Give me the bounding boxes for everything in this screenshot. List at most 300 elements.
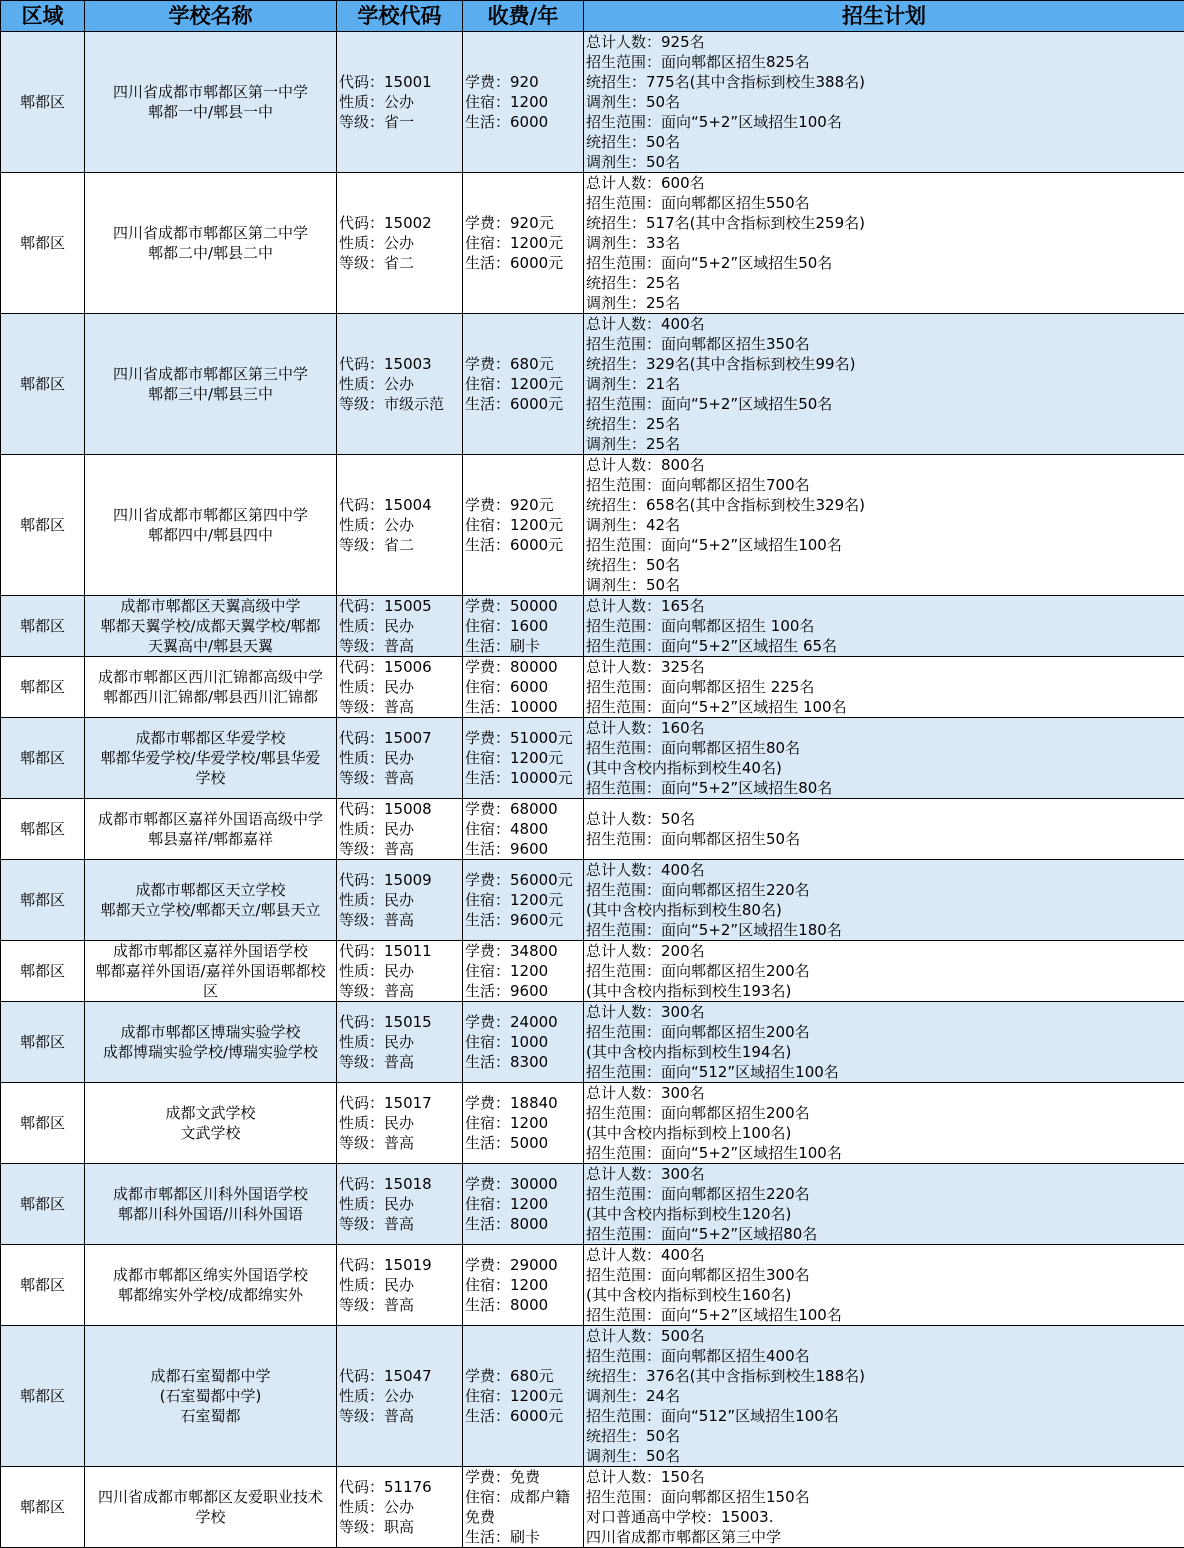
fee-cell-line: 学费：34800 [465, 941, 581, 961]
school-code-cell-line: 等级：普高 [339, 1406, 460, 1426]
school-code-cell-line: 代码：15018 [339, 1174, 460, 1194]
plan-cell [584, 718, 1184, 799]
fee-cell-line: 生活：6000 [465, 112, 581, 132]
plan-cell-line: 统招生：658名(其中含指标到校生329名) [586, 495, 1182, 515]
school-name-cell-line: 区 [87, 981, 334, 1001]
plan-cell-line: 招生范围：面向“5+2”区域招生180名 [586, 920, 1182, 940]
school-code-cell [337, 1083, 463, 1164]
school-name-cell-line: 郫都天立学校/郫都天立/郫县天立 [87, 900, 334, 920]
school-name-cell-line: 郫都一中/郫县一中 [87, 102, 334, 122]
school-name-cell-line: 成都博瑞实验学校/博瑞实验学校 [87, 1042, 334, 1062]
fee-cell [463, 314, 584, 455]
fee-cell-line: 住宿：1200 [465, 1113, 581, 1133]
plan-cell-line: 调剂生：50名 [586, 575, 1182, 595]
fee-cell [463, 1164, 584, 1245]
plan-cell-line: 总计人数：50名 [586, 809, 1182, 829]
school-code-cell [337, 173, 463, 314]
plan-cell-line: (其中含校内指标到校生160名) [586, 1285, 1182, 1305]
plan-cell-line: 招生范围：面向“512”区域招生100名 [586, 1406, 1182, 1426]
school-code-cell-line: 等级：省二 [339, 253, 460, 273]
school-code-cell-line: 等级：市级示范 [339, 394, 460, 414]
plan-cell-line: 总计人数：400名 [586, 1245, 1182, 1265]
school-name-cell-line: (石室蜀都中学) [87, 1386, 334, 1406]
school-name-cell-line: 成都石室蜀都中学 [87, 1366, 334, 1386]
school-code-cell-line: 等级：省二 [339, 535, 460, 555]
school-name-cell-line: 郫都川科外国语/川科外国语 [87, 1204, 334, 1224]
school-code-cell-line: 等级：普高 [339, 697, 460, 717]
fee-cell-line: 住宿：1200 [465, 961, 581, 981]
plan-cell-line: 招生范围：面向郫都区招生550名 [586, 193, 1182, 213]
school-code-cell-line: 等级：普高 [339, 910, 460, 930]
school-name-cell [85, 1245, 337, 1326]
plan-cell-line: 总计人数：500名 [586, 1326, 1182, 1346]
plan-cell-line: 招生范围：面向郫都区招生400名 [586, 1346, 1182, 1366]
school-code-cell-line: 等级：普高 [339, 1214, 460, 1234]
school-name-cell [85, 941, 337, 1002]
school-code-cell-line: 性质：公办 [339, 515, 460, 535]
school-code-cell [337, 941, 463, 1002]
school-name-cell-line: 郫都三中/郫县三中 [87, 384, 334, 404]
plan-cell-line: 统招生：50名 [586, 132, 1182, 152]
school-name-cell-line: 四川省成都市郫都区友爱职业技术 [87, 1487, 334, 1507]
plan-cell-line: 招生范围：面向“5+2”区域招生50名 [586, 253, 1182, 273]
plan-cell-line: (其中含校内指标到校生40名) [586, 758, 1182, 778]
plan-cell [584, 657, 1184, 718]
school-code-cell-line: 等级：省一 [339, 112, 460, 132]
plan-cell-line: 招生范围：面向“5+2”区域招生100名 [586, 1305, 1182, 1325]
school-name-cell-line: 成都市郫都区嘉祥外国语高级中学 [87, 809, 334, 829]
fee-cell [463, 799, 584, 860]
plan-cell [584, 1083, 1184, 1164]
school-code-cell-line: 代码：15003 [339, 354, 460, 374]
plan-cell-line: 统招生：329名(其中含指标到校生99名) [586, 354, 1182, 374]
fee-cell-line: 生活：6000元 [465, 535, 581, 555]
fee-cell-line: 生活：8000 [465, 1214, 581, 1234]
fee-cell-line: 学费：18840 [465, 1093, 581, 1113]
table-row [1, 941, 1184, 1002]
fee-cell [463, 1245, 584, 1326]
fee-cell-line: 学费：80000 [465, 657, 581, 677]
plan-cell-line: 统招生：517名(其中含指标到校生259名) [586, 213, 1182, 233]
plan-cell-line: 招生范围：面向郫都区招生220名 [586, 880, 1182, 900]
plan-cell-line: 总计人数：150名 [586, 1467, 1182, 1487]
school-name-cell-line: 四川省成都市郫都区第三中学 [87, 364, 334, 384]
fee-cell-line: 学费：56000元 [465, 870, 581, 890]
plan-cell [584, 1467, 1184, 1548]
school-code-cell-line: 性质：民办 [339, 616, 460, 636]
plan-cell [584, 1164, 1184, 1245]
fee-cell [463, 1002, 584, 1083]
region-cell: 郫都区 [1, 799, 85, 860]
fee-cell-line: 生活：6000元 [465, 394, 581, 414]
fee-cell-line: 学费：920元 [465, 495, 581, 515]
school-name-cell-line: 郫都嘉祥外国语/嘉祥外国语郫都校 [87, 961, 334, 981]
plan-cell-line: 调剂生：50名 [586, 152, 1182, 172]
school-code-cell-line: 等级：普高 [339, 981, 460, 1001]
school-code-cell-line: 性质：民办 [339, 1032, 460, 1052]
school-code-cell [337, 596, 463, 657]
school-name-cell-line: 四川省成都市郫都区第四中学 [87, 505, 334, 525]
fee-cell-line: 住宿：6000 [465, 677, 581, 697]
plan-cell [584, 799, 1184, 860]
school-code-cell-line: 代码：15047 [339, 1366, 460, 1386]
school-code-cell [337, 799, 463, 860]
fee-cell [463, 1326, 584, 1467]
school-name-cell [85, 860, 337, 941]
school-name-cell-line: 成都市郫都区天立学校 [87, 880, 334, 900]
school-name-cell [85, 657, 337, 718]
plan-cell-line: 总计人数：800名 [586, 455, 1182, 475]
plan-cell-line: 总计人数：200名 [586, 941, 1182, 961]
school-name-cell-line: 郫都天翼学校/成都天翼学校/郫都 [87, 616, 334, 636]
school-code-cell-line: 等级：普高 [339, 1052, 460, 1072]
fee-cell-line: 生活：6000元 [465, 253, 581, 273]
school-name-cell [85, 799, 337, 860]
plan-cell-line: 招生范围：面向“5+2”区域招80名 [586, 1224, 1182, 1244]
fee-cell-line: 学费：920元 [465, 213, 581, 233]
plan-cell-line: 招生范围：面向郫都区招生200名 [586, 961, 1182, 981]
plan-cell [584, 941, 1184, 1002]
school-code-cell-line: 代码：15009 [339, 870, 460, 890]
school-name-cell-line: 成都市郫都区嘉祥外国语学校 [87, 941, 334, 961]
school-code-cell-line: 性质：民办 [339, 748, 460, 768]
table-row [1, 314, 1184, 455]
fee-cell [463, 596, 584, 657]
fee-cell-line: 生活：10000 [465, 697, 581, 717]
fee-cell-line: 生活：10000元 [465, 768, 581, 788]
table-body [1, 32, 1184, 1548]
school-code-cell-line: 等级：普高 [339, 1133, 460, 1153]
school-code-cell-line: 等级：普高 [339, 636, 460, 656]
school-code-cell-line: 性质：民办 [339, 677, 460, 697]
plan-cell-line: 总计人数：400名 [586, 314, 1182, 334]
school-code-cell [337, 32, 463, 173]
fee-cell-line: 生活：9600 [465, 839, 581, 859]
plan-cell [584, 314, 1184, 455]
plan-cell-line: 招生范围：面向郫都区招生 100名 [586, 616, 1182, 636]
region-cell: 郫都区 [1, 596, 85, 657]
school-name-cell-line: 郫都西川汇锦都/郫县西川汇锦都 [87, 687, 334, 707]
school-name-cell-line: 学校 [87, 1507, 334, 1527]
region-cell: 郫都区 [1, 657, 85, 718]
table-row [1, 657, 1184, 718]
plan-cell-line: 招生范围：面向郫都区招生200名 [586, 1103, 1182, 1123]
plan-cell-line: 总计人数：160名 [586, 718, 1182, 738]
school-name-cell-line: 成都市郫都区天翼高级中学 [87, 596, 334, 616]
plan-cell-line: 招生范围：面向“512”区域招生100名 [586, 1062, 1182, 1082]
table-row [1, 1326, 1184, 1467]
fee-cell-line: 住宿：4800 [465, 819, 581, 839]
school-name-cell [85, 1002, 337, 1083]
plan-cell-line: 对口普通高中学校：15003. [586, 1507, 1182, 1527]
school-name-cell-line: 学校 [87, 768, 334, 788]
table-row [1, 596, 1184, 657]
header-school-code: 学校代码 [337, 1, 463, 32]
school-code-cell-line: 代码：15004 [339, 495, 460, 515]
fee-cell-line: 学费：68000 [465, 799, 581, 819]
school-name-cell [85, 1083, 337, 1164]
fee-cell-line: 住宿：1200元 [465, 374, 581, 394]
plan-cell-line: 招生范围：面向郫都区招生80名 [586, 738, 1182, 758]
table-row [1, 799, 1184, 860]
header-plan: 招生计划 [584, 1, 1184, 32]
school-name-cell [85, 314, 337, 455]
fee-cell-line: 住宿：1600 [465, 616, 581, 636]
fee-cell-line: 住宿：1200元 [465, 1386, 581, 1406]
fee-cell-line: 住宿：1200元 [465, 233, 581, 253]
school-code-cell-line: 性质：民办 [339, 890, 460, 910]
plan-cell [584, 1326, 1184, 1467]
region-cell: 郫都区 [1, 941, 85, 1002]
plan-cell-line: 招生范围：面向郫都区招生200名 [586, 1022, 1182, 1042]
school-code-cell-line: 等级：职高 [339, 1517, 460, 1537]
school-name-cell-line: 郫都二中/郫县二中 [87, 243, 334, 263]
school-code-cell-line: 代码：15006 [339, 657, 460, 677]
plan-cell-line: 招生范围：面向郫都区招生825名 [586, 52, 1182, 72]
header-fee: 收费/年 [463, 1, 584, 32]
fee-cell-line: 生活：8000 [465, 1295, 581, 1315]
plan-cell-line: 招生范围：面向郫都区招生300名 [586, 1265, 1182, 1285]
plan-cell-line: 招生范围：面向郫都区招生700名 [586, 475, 1182, 495]
school-code-cell-line: 代码：15002 [339, 213, 460, 233]
school-code-cell-line: 等级：普高 [339, 1295, 460, 1315]
fee-cell-line: 学费：50000 [465, 596, 581, 616]
fee-cell-line: 住宿：1200元 [465, 890, 581, 910]
plan-cell-line: 统招生：25名 [586, 414, 1182, 434]
school-code-cell-line: 代码：15008 [339, 799, 460, 819]
plan-cell-line: 总计人数：165名 [586, 596, 1182, 616]
region-cell: 郫都区 [1, 1326, 85, 1467]
school-code-cell-line: 代码：15007 [339, 728, 460, 748]
region-cell: 郫都区 [1, 314, 85, 455]
table-row [1, 32, 1184, 173]
school-code-cell [337, 860, 463, 941]
school-name-cell-line: 文武学校 [87, 1123, 334, 1143]
plan-cell-line: 统招生：775名(其中含指标到校生388名) [586, 72, 1182, 92]
school-code-cell-line: 代码：15005 [339, 596, 460, 616]
plan-cell-line: 招生范围：面向郫都区招生350名 [586, 334, 1182, 354]
school-name-cell [85, 1467, 337, 1548]
plan-cell-line: 调剂生：50名 [586, 1446, 1182, 1466]
school-code-cell-line: 性质：公办 [339, 374, 460, 394]
school-code-cell-line: 代码：15011 [339, 941, 460, 961]
header-school-name: 学校名称 [85, 1, 337, 32]
plan-cell-line: 总计人数：325名 [586, 657, 1182, 677]
school-code-cell [337, 455, 463, 596]
plan-cell-line: 招生范围：面向“5+2”区域招生80名 [586, 778, 1182, 798]
fee-cell-line: 学费：920 [465, 72, 581, 92]
plan-cell-line: 招生范围：面向郫都区招生50名 [586, 829, 1182, 849]
school-name-cell-line: 天翼高中/郫县天翼 [87, 636, 334, 656]
plan-cell-line: 总计人数：600名 [586, 173, 1182, 193]
plan-cell-line: 总计人数：400名 [586, 860, 1182, 880]
school-code-cell [337, 718, 463, 799]
fee-cell-line: 学费：30000 [465, 1174, 581, 1194]
table-row [1, 173, 1184, 314]
school-code-cell-line: 代码：15015 [339, 1012, 460, 1032]
plan-cell [584, 860, 1184, 941]
school-name-cell-line: 四川省成都市郫都区第一中学 [87, 82, 334, 102]
school-name-cell [85, 596, 337, 657]
fee-cell-line: 免费 [465, 1507, 581, 1527]
school-name-cell [85, 1164, 337, 1245]
fee-cell-line: 学费：29000 [465, 1255, 581, 1275]
plan-cell-line: 统招生：50名 [586, 555, 1182, 575]
plan-cell-line: 调剂生：25名 [586, 434, 1182, 454]
fee-cell [463, 657, 584, 718]
school-code-cell [337, 1245, 463, 1326]
fee-cell-line: 学费：免费 [465, 1467, 581, 1487]
plan-cell-line: (其中含校内指标到校上100名) [586, 1123, 1182, 1143]
region-cell: 郫都区 [1, 718, 85, 799]
region-cell: 郫都区 [1, 1083, 85, 1164]
plan-cell-line: 总计人数：925名 [586, 32, 1182, 52]
school-name-cell-line: 成都市郫都区绵实外国语学校 [87, 1265, 334, 1285]
region-cell: 郫都区 [1, 1467, 85, 1548]
plan-cell-line: 调剂生：21名 [586, 374, 1182, 394]
school-name-cell-line: 郫都四中/郫县四中 [87, 525, 334, 545]
plan-cell-line: 招生范围：面向“5+2”区域招生100名 [586, 1143, 1182, 1163]
plan-cell [584, 596, 1184, 657]
school-name-cell [85, 32, 337, 173]
school-code-cell [337, 1002, 463, 1083]
school-name-cell-line: 石室蜀都 [87, 1406, 334, 1426]
plan-cell-line: 调剂生：50名 [586, 92, 1182, 112]
table-row [1, 1002, 1184, 1083]
header-region: 区域 [1, 1, 85, 32]
school-code-cell-line: 代码：15017 [339, 1093, 460, 1113]
fee-cell-line: 生活：刷卡 [465, 636, 581, 656]
plan-cell-line: 招生范围：面向郫都区招生150名 [586, 1487, 1182, 1507]
region-cell: 郫都区 [1, 173, 85, 314]
school-code-cell [337, 1164, 463, 1245]
table-row [1, 1083, 1184, 1164]
header-row [1, 1, 1184, 32]
school-code-cell [337, 1326, 463, 1467]
fee-cell [463, 1467, 584, 1548]
plan-cell-line: (其中含校内指标到校生194名) [586, 1042, 1182, 1062]
school-code-cell-line: 代码：15001 [339, 72, 460, 92]
plan-cell-line: 总计人数：300名 [586, 1083, 1182, 1103]
plan-cell-line: 招生范围：面向“5+2”区域招生100名 [586, 535, 1182, 555]
plan-cell-line: 总计人数：300名 [586, 1164, 1182, 1184]
plan-cell-line: (其中含校内指标到校生193名) [586, 981, 1182, 1001]
school-name-cell-line: 成都市郫都区华爱学校 [87, 728, 334, 748]
school-name-cell-line: 成都市郫都区西川汇锦都高级中学 [87, 667, 334, 687]
school-name-cell-line: 成都市郫都区川科外国语学校 [87, 1184, 334, 1204]
fee-cell-line: 生活：9600 [465, 981, 581, 1001]
fee-cell-line: 生活：刷卡 [465, 1527, 581, 1547]
school-code-cell-line: 性质：公办 [339, 233, 460, 253]
school-name-cell [85, 718, 337, 799]
fee-cell [463, 173, 584, 314]
fee-cell-line: 生活：9600元 [465, 910, 581, 930]
plan-cell-line: 调剂生：25名 [586, 293, 1182, 313]
table-row [1, 1164, 1184, 1245]
plan-cell-line: 招生范围：面向“5+2”区域招生100名 [586, 112, 1182, 132]
fee-cell-line: 学费：680元 [465, 354, 581, 374]
school-code-cell-line: 性质：公办 [339, 1386, 460, 1406]
table-row [1, 1467, 1184, 1548]
fee-cell [463, 860, 584, 941]
school-code-cell-line: 性质：民办 [339, 1275, 460, 1295]
school-code-cell [337, 314, 463, 455]
school-name-cell-line: 成都市郫都区博瑞实验学校 [87, 1022, 334, 1042]
plan-cell-line: 四川省成都市郫都区第三中学 [586, 1527, 1182, 1547]
fee-cell-line: 住宿：1200 [465, 1275, 581, 1295]
region-cell: 郫都区 [1, 32, 85, 173]
plan-cell-line: 招生范围：面向“5+2”区域招生 100名 [586, 697, 1182, 717]
school-name-cell [85, 1326, 337, 1467]
plan-cell-line: 统招生：376名(其中含指标到校生188名) [586, 1366, 1182, 1386]
region-cell: 郫都区 [1, 1002, 85, 1083]
fee-cell [463, 32, 584, 173]
region-cell: 郫都区 [1, 455, 85, 596]
plan-cell [584, 1002, 1184, 1083]
school-name-cell-line: 郫县嘉祥/郫都嘉祥 [87, 829, 334, 849]
fee-cell-line: 住宿：1200 [465, 92, 581, 112]
fee-cell [463, 455, 584, 596]
table-row [1, 1245, 1184, 1326]
school-code-cell-line: 等级：普高 [339, 839, 460, 859]
school-code-cell [337, 1467, 463, 1548]
school-code-cell-line: 性质：民办 [339, 961, 460, 981]
plan-cell-line: 招生范围：面向郫都区招生220名 [586, 1184, 1182, 1204]
school-code-cell [337, 657, 463, 718]
fee-cell-line: 住宿：1200 [465, 1194, 581, 1214]
plan-cell-line: 招生范围：面向郫都区招生 225名 [586, 677, 1182, 697]
school-name-cell [85, 455, 337, 596]
plan-cell-line: 统招生：50名 [586, 1426, 1182, 1446]
fee-cell-line: 生活：6000元 [465, 1406, 581, 1426]
school-code-cell-line: 性质：公办 [339, 1497, 460, 1517]
school-code-cell-line: 代码：51176 [339, 1477, 460, 1497]
school-code-cell-line: 性质：公办 [339, 92, 460, 112]
fee-cell-line: 住宿：1200元 [465, 748, 581, 768]
fee-cell-line: 住宿：1000 [465, 1032, 581, 1052]
school-name-cell-line: 四川省成都市郫都区第二中学 [87, 223, 334, 243]
fee-cell [463, 1083, 584, 1164]
plan-cell-line: (其中含校内指标到校生120名) [586, 1204, 1182, 1224]
fee-cell-line: 生活：8300 [465, 1052, 581, 1072]
plan-cell-line: 调剂生：42名 [586, 515, 1182, 535]
plan-cell-line: 调剂生：24名 [586, 1386, 1182, 1406]
table-row [1, 718, 1184, 799]
school-code-cell-line: 性质：民办 [339, 1194, 460, 1214]
school-code-cell-line: 代码：15019 [339, 1255, 460, 1275]
fee-cell-line: 生活：5000 [465, 1133, 581, 1153]
fee-cell-line: 学费：680元 [465, 1366, 581, 1386]
school-name-cell [85, 173, 337, 314]
fee-cell-line: 住宿：1200元 [465, 515, 581, 535]
region-cell: 郫都区 [1, 860, 85, 941]
school-name-cell-line: 郫都绵实外学校/成都绵实外 [87, 1285, 334, 1305]
plan-cell-line: 招生范围：面向“5+2”区域招生50名 [586, 394, 1182, 414]
region-cell: 郫都区 [1, 1245, 85, 1326]
plan-cell [584, 455, 1184, 596]
plan-cell [584, 173, 1184, 314]
fee-cell [463, 941, 584, 1002]
fee-cell-line: 学费：24000 [465, 1012, 581, 1032]
school-name-cell-line: 成都文武学校 [87, 1103, 334, 1123]
region-cell: 郫都区 [1, 1164, 85, 1245]
plan-cell-line: 统招生：25名 [586, 273, 1182, 293]
school-code-cell-line: 性质：民办 [339, 1113, 460, 1133]
plan-cell-line: 招生范围：面向“5+2”区域招生 65名 [586, 636, 1182, 656]
plan-cell-line: 总计人数：300名 [586, 1002, 1182, 1022]
fee-cell-line: 学费：51000元 [465, 728, 581, 748]
plan-cell [584, 32, 1184, 173]
